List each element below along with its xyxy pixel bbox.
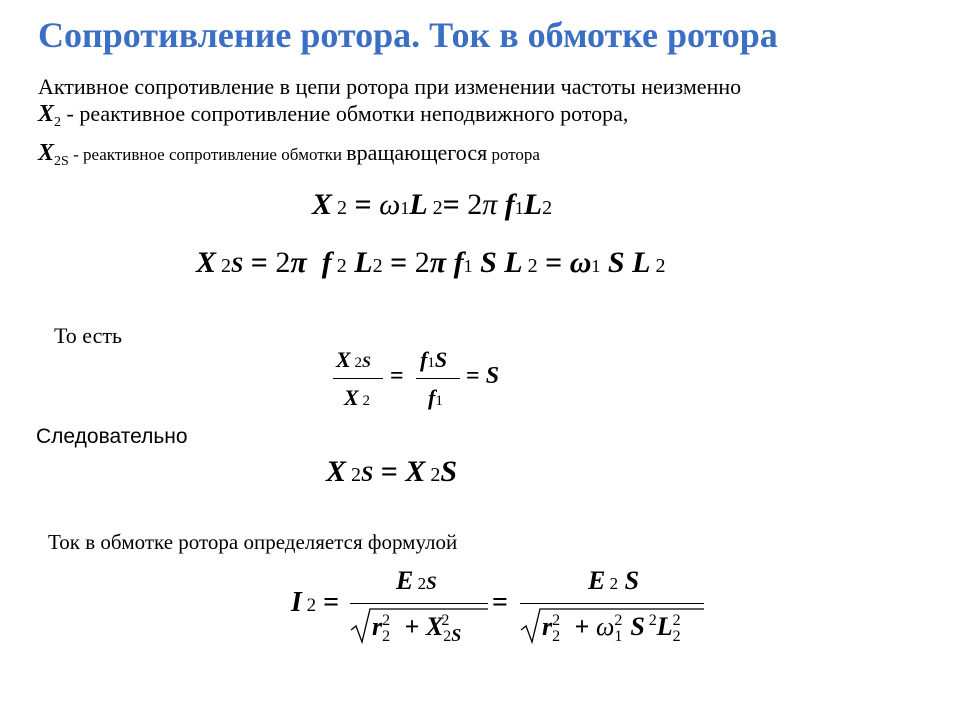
line-text: - реактивное сопротивление обмотки неподвижного ротора, <box>61 101 629 126</box>
line-text-c: ротора <box>487 145 540 164</box>
formula-x2s: X 2S = 2π f 2 L2 = 2π f1 S L 2 = ω1 S L 2 <box>196 246 666 279</box>
to-est-label: То есть <box>54 323 123 348</box>
subscript: 2 <box>54 115 62 130</box>
text-line-2 <box>38 101 628 131</box>
line-text-b: вращающегося <box>346 140 488 165</box>
formula-x2s-result: X 2S = X 2S <box>326 455 458 488</box>
page-title: Сопротивление ротора. Ток в обмотке ротора <box>38 15 778 55</box>
symbol-x: X <box>38 140 55 166</box>
symbol-x: X <box>38 101 55 127</box>
sledovatelno-label: Следовательно <box>36 425 188 448</box>
text-line-3 <box>38 140 540 170</box>
tok-text: Ток в обмотке ротора определяется формулой <box>48 530 458 554</box>
formula-x2: X 2 = ω1L 2= 2π f1L2 <box>312 188 553 221</box>
text-line-1: Активное сопротивление в цепи ротора при изменении частоты неизменно <box>38 74 742 99</box>
line-text-a: - реактивное сопротивление обмотки <box>68 145 347 164</box>
subscript: 2S <box>54 154 69 169</box>
